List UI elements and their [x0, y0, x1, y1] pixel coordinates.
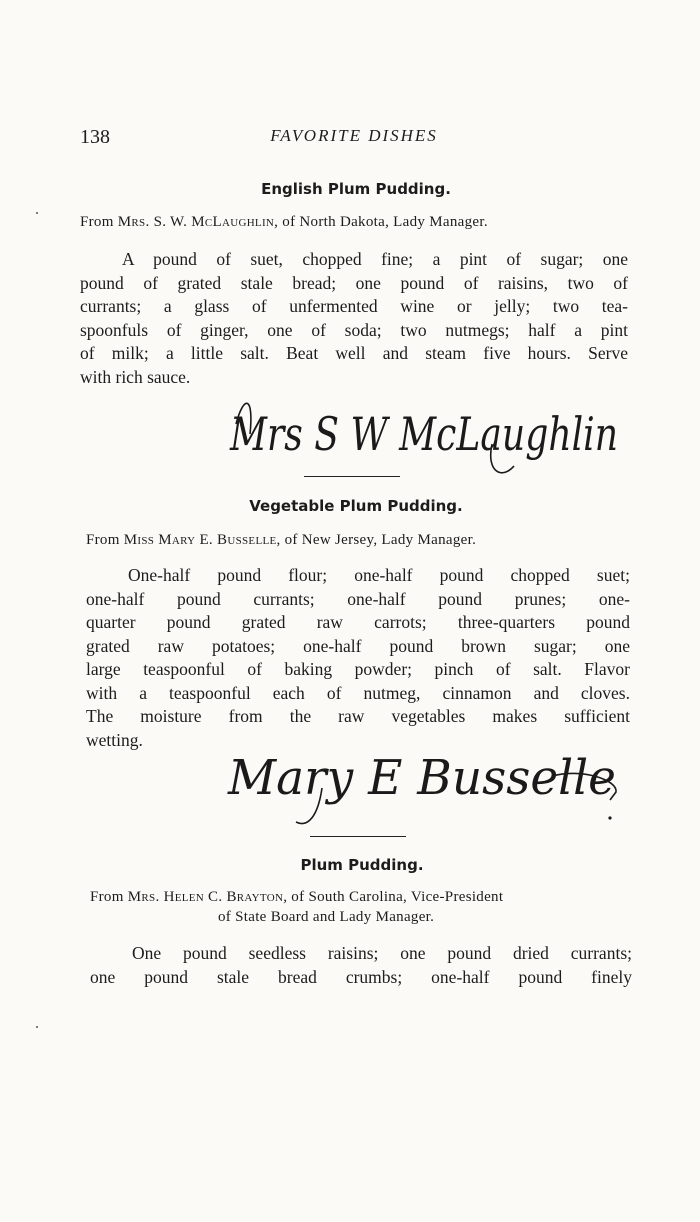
- byline-prefix: From: [80, 214, 114, 230]
- body-line: wetting.: [86, 729, 143, 750]
- paper-speck: [36, 212, 38, 214]
- body-line: quarter pound grated raw carrots; three-quarters pound: [86, 612, 630, 632]
- body-line: large teaspoonful of baking powder; pinch of salt. Flavor: [86, 659, 630, 679]
- recipe-body: [90, 942, 632, 989]
- running-head: FAVORITE DISHES: [270, 126, 438, 145]
- contributor-name: Mrs. Helen C. Brayton: [127, 889, 284, 905]
- section-divider: [304, 476, 400, 477]
- page-header: [80, 126, 628, 152]
- body-line: One-half pound flour; one-half pound chopped suet;: [128, 565, 630, 585]
- body-line: of milk; a little salt. Beat well and steam five hours. Serve: [80, 343, 628, 363]
- body-line: one pound stale bread crumbs; one-half pound finely: [90, 966, 632, 987]
- handwritten-signature: [222, 740, 628, 836]
- handwritten-signature: [224, 384, 624, 484]
- recipe-byline: [86, 532, 476, 549]
- byline-suffix: , of South Carolina, Vice-President: [283, 889, 504, 905]
- section-divider: [310, 836, 406, 837]
- byline-suffix: , of North Dakota, Lady Manager.: [274, 214, 488, 230]
- body-line: grated raw potatoes; one-half pound brown sugar; one: [86, 635, 630, 656]
- byline-continuation: of State Board and Lady Manager.: [218, 909, 435, 925]
- recipe-byline: [80, 214, 488, 231]
- signature-text: Mrs S W McLaughlin: [229, 407, 618, 461]
- paper-speck: [36, 1026, 38, 1028]
- body-line: One pound seedless raisins; one pound dried currants;: [132, 943, 632, 963]
- body-line: The moisture from the raw vegetables makes sufficient: [86, 706, 630, 726]
- body-line: currants; a glass of unfermented wine or jelly; two tea-: [80, 296, 628, 316]
- signature-text: Mary E Busselle: [227, 750, 616, 806]
- byline-prefix: From: [90, 889, 124, 905]
- recipe-body: [80, 248, 628, 389]
- page-number: 138: [80, 126, 110, 148]
- byline-suffix: , of New Jersey, Lady Manager.: [276, 532, 477, 548]
- contributor-name: Mrs. S. W. McLaughlin: [117, 214, 275, 230]
- body-line: spoonfuls of ginger, one of soda; two nutmegs; half a pint: [80, 319, 628, 340]
- body-line: pound of grated stale bread; one pound of raisins, two of: [80, 272, 628, 293]
- recipe-body: [86, 564, 630, 752]
- body-line: with a teaspoonful each of nutmeg, cinnamon and cloves.: [86, 682, 630, 703]
- body-line: A pound of suet, chopped fine; a pint of sugar; one: [122, 249, 628, 269]
- recipe-title: English Plum Pudding.: [261, 180, 451, 198]
- byline-prefix: From: [86, 532, 120, 548]
- contributor-name: Miss Mary E. Busselle: [123, 532, 277, 548]
- recipe-byline: [90, 889, 503, 906]
- body-line: one-half pound currants; one-half pound prunes; one-: [86, 588, 630, 609]
- recipe-title: Vegetable Plum Pudding.: [249, 497, 463, 515]
- recipe-title: Plum Pudding.: [300, 856, 424, 874]
- body-line: with rich sauce.: [80, 366, 191, 387]
